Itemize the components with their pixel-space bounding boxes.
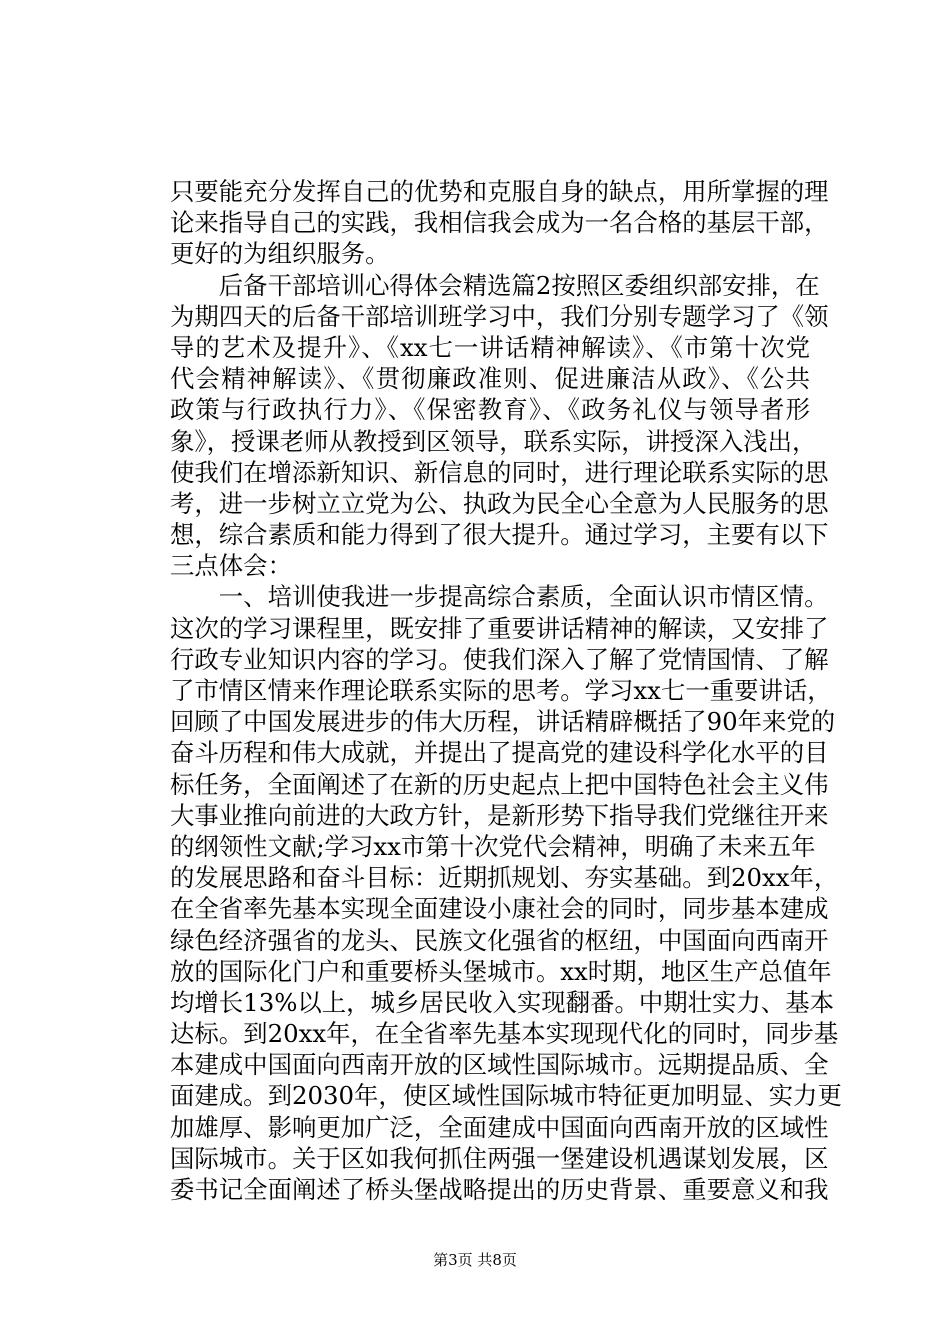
- text-line: 考，进一步树立立党为公、执政为民全心全意为人民服务的思: [170, 488, 829, 518]
- text-line: 代会精神解读》、《贯彻廉政准则、促进廉洁从政》、《公共: [170, 364, 810, 394]
- text-line: 回顾了中国发展进步的伟大历程，讲话精辟概括了90年来党的: [170, 707, 836, 737]
- text-line: 奋斗历程和伟大成就，并提出了提高党的建设科学化水平的目: [170, 738, 829, 768]
- page-footer: [0, 1250, 950, 1270]
- text-line: 均增长13%以上，城乡居民收入实现翻番。中期壮实力、基本: [170, 987, 834, 1017]
- text-line: 使我们在增添新知识、新信息的同时，进行理论联系实际的思: [170, 457, 829, 487]
- text-line: 行政专业知识内容的学习。使我们深入了解了党情国情、了解: [170, 644, 829, 674]
- text-line: 后备干部培训心得体会精选篇2按照区委组织部安排，在: [170, 270, 820, 300]
- text-line: 这次的学习课程里，既安排了重要讲话精神的解读，又安排了: [170, 613, 829, 643]
- text-line: 绿色经济强省的龙头、民族文化强省的枢纽，中国面向西南开: [170, 925, 829, 955]
- text-line: 面建成。到2030年，使区域性国际城市特征更加明显、实力更: [170, 1081, 842, 1111]
- text-line: 的纲领性文献;学习xx市第十次党代会精神，明确了未来五年: [170, 831, 816, 861]
- text-line: 放的国际化门户和重要桥头堡城市。xx时期，地区生产总值年: [170, 956, 832, 986]
- text-line: 想，综合素质和能力得到了很大提升。通过学习，主要有以下: [170, 520, 829, 550]
- text-line: 了市情区情来作理论联系实际的思考。学习xx七一重要讲话，: [170, 676, 832, 705]
- text-line: 一、培训使我进一步提高综合素质，全面认识市情区情。: [170, 582, 829, 612]
- document-body: [170, 176, 842, 1205]
- text-line: 象》，授课老师从教授到区领导，联系实际，讲授深入浅出，: [170, 426, 817, 456]
- text-line: 大事业推向前进的大政方针，是新形势下指导我们党继往开来: [170, 800, 829, 830]
- text-line: 三点体会：: [170, 551, 292, 581]
- text-line: 只要能充分发挥自己的优势和克服自身的缺点，用所掌握的理: [170, 177, 829, 206]
- text-line: 论来指导自己的实践，我相信我会成为一名合格的基层干部，: [170, 208, 829, 238]
- text-line: 政策与行政执行力》、《保密教育》、《政务礼仪与领导者形: [170, 395, 810, 425]
- text-line: 委书记全面阐述了桥头堡战略提出的历史背景、重要意义和我: [170, 1175, 829, 1204]
- text-line: 的发展思路和奋斗目标：近期抓规划、夯实基础。到20xx年，: [170, 863, 839, 893]
- text-line: 加雄厚、影响更加广泛，全面建成中国面向西南开放的区域性: [170, 1112, 829, 1142]
- text-line: 在全省率先基本实现全面建设小康社会的同时，同步基本建成: [170, 894, 829, 924]
- text-line: 国际城市。关于区如我何抓住两强一堡建设机遇谋划发展，区: [170, 1143, 829, 1173]
- text-line: 为期四天的后备干部培训班学习中，我们分别专题学习了《领: [170, 301, 829, 331]
- text-line: 达标。到20xx年，在全省率先基本实现现代化的同时，同步基: [170, 1019, 839, 1049]
- text-line: 本建成中国面向西南开放的区域性国际城市。远期提品质、全: [170, 1050, 829, 1080]
- page-number: 第3页 共8页: [433, 1251, 517, 1269]
- text-line: 标任务，全面阐述了在新的历史起点上把中国特色社会主义伟: [170, 769, 829, 799]
- text-line: 更好的为组织服务。: [170, 239, 390, 269]
- text-line: 导的艺术及提升》、《xx七一讲话精神解读》、《市第十次党: [170, 332, 810, 362]
